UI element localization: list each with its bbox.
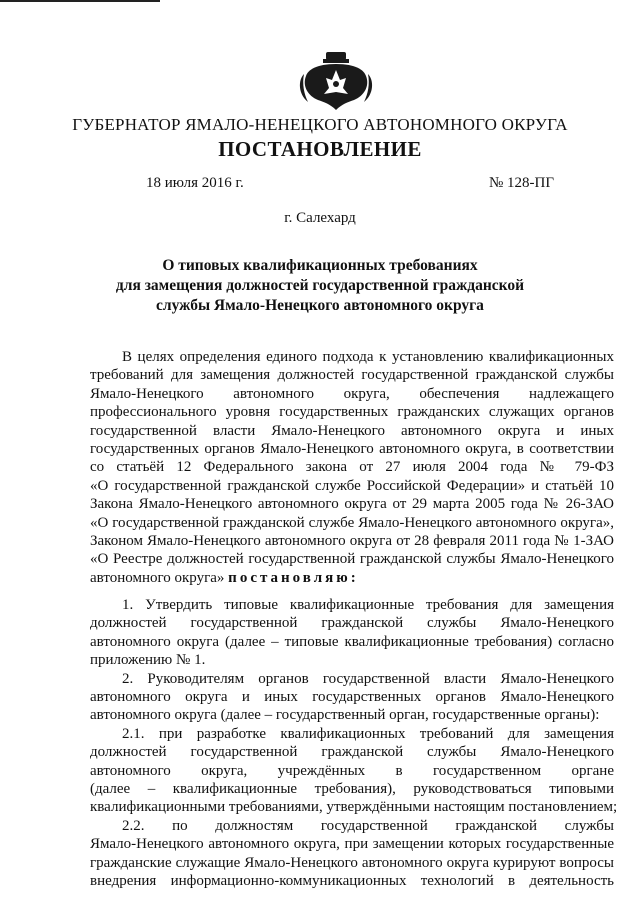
preamble-line: государственных органов Ямало-Ненецкого автономного округа, в соответствии [90, 441, 614, 458]
body-line: (далее – квалификационные требования), руководствоваться типовыми [90, 781, 614, 798]
document-date: 18 июля 2016 г. [146, 175, 244, 191]
top-rule [0, 0, 160, 2]
body-line: приложению № 1. [90, 652, 206, 669]
title-line: О типовых квалификационных требованиях [162, 257, 478, 274]
preamble-paragraph [90, 348, 614, 587]
preamble-line: государственной власти Ямало-Ненецкого автономного округа и иных [90, 422, 614, 439]
title-line: для замещения должностей государственной гражданской [115, 277, 525, 294]
body-line: должностей государственной гражданской службы Ямало-Ненецкого [90, 615, 614, 632]
body-line: квалификационными требованиями, утверждёнными настоящим постановлением; [90, 799, 618, 816]
preamble-line: Закона Ямало-Ненецкого автономного округа от 29 марта 2005 года № 26-ЗАО [90, 496, 614, 513]
title-line: службы Ямало-Ненецкого автономного округа [156, 297, 484, 314]
preamble-line: требований для замещения должностей государственной гражданской службы [90, 367, 614, 384]
body-line: 2.2. по должностям государственной гражданской службы [122, 817, 614, 834]
body-line: должностей государственной гражданской службы Ямало-Ненецкого [90, 744, 614, 761]
preamble-line: со статьёй 12 Федерального закона от 27 июля 2004 года № 79-ФЗ [90, 459, 614, 476]
preamble-line: профессионального уровня государственных гражданских служащих органов [90, 404, 614, 421]
body-line: автономного округа (далее – государственный орган, государственные органы): [90, 707, 600, 724]
decree-body [90, 596, 618, 891]
coat-of-arms-emblem [296, 50, 376, 114]
body-line: автономного округа и иных государственных органов Ямало-Ненецкого [90, 689, 614, 706]
document-type: ПОСТАНОВЛЕНИЕ [218, 137, 422, 161]
body-line: Ямало-Ненецкого автономного округа, при замещении которых государственные [90, 836, 614, 853]
preamble-line: Законом Ямало-Ненецкого автономного округа от 28 февраля 2011 года № 1-ЗАО [90, 533, 614, 550]
preamble-line: «О государственной гражданской службе Российской Федерации» и статьёй 10 [90, 477, 614, 494]
body-line: автономного округа, учреждённых в государственном органе [90, 762, 614, 779]
document-title [90, 256, 550, 316]
issuing-authority: ГУБЕРНАТОР ЯМАЛО-НЕНЕЦКОГО АВТОНОМНОГО ОКРУГА [72, 115, 568, 134]
preamble-line: «О государственной гражданской службе Ямало-Ненецкого автономного округа», [90, 514, 614, 531]
decree-word: постановляю: [228, 569, 359, 586]
body-line: автономного округа (далее – типовые квалификационные требования) согласно [90, 633, 614, 650]
body-line: гражданские служащие Ямало-Ненецкого автономного округа курируют вопросы [90, 854, 614, 871]
document-city: г. Салехард [284, 210, 356, 226]
preamble-last-line [90, 569, 614, 587]
body-line: внедрения информационно-коммуникационных технологий в деятельность [90, 873, 614, 890]
preamble-line: «О Реестре должностей государственной гражданской службы Ямало-Ненецкого [90, 551, 614, 568]
preamble-line: Ямало-Ненецкого автономного округа, обеспечения надлежащего [90, 385, 614, 402]
body-line: 2.1. при разработке квалификационных требований для замещения [122, 725, 614, 742]
body-line: 2. Руководителям органов государственной власти Ямало-Ненецкого [122, 670, 614, 687]
document-number: № 128-ПГ [489, 175, 555, 191]
body-line: 1. Утвердить типовые квалификационные требования для замещения [122, 597, 614, 613]
preamble-tail: автономного округа» [90, 569, 225, 586]
preamble-line: В целях определения единого подхода к установлению квалификационных [122, 349, 614, 365]
